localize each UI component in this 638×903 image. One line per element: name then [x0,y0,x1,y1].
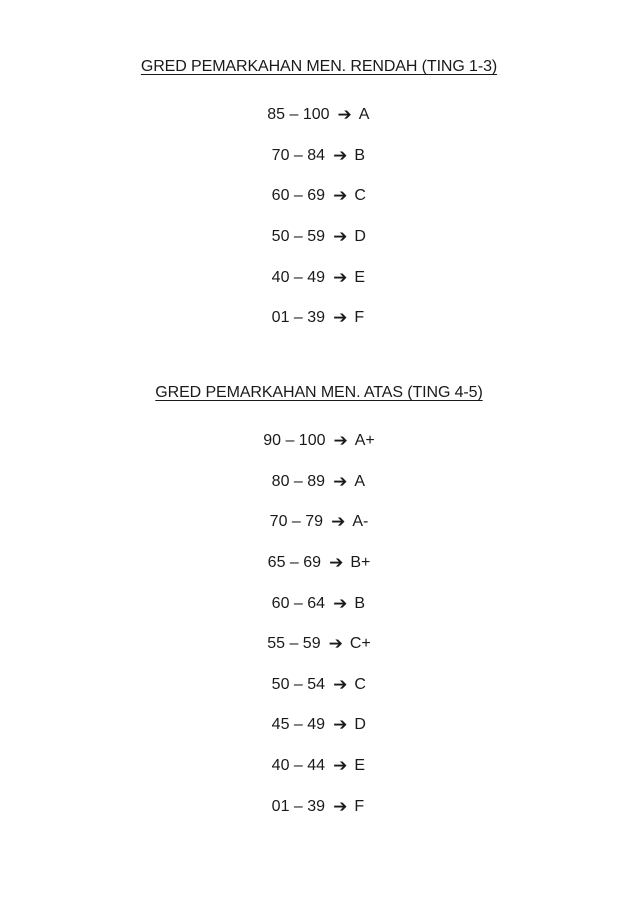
grade-row [0,665,638,706]
grade-letter: B [354,594,365,612]
grade-row [0,786,638,827]
grade-row [0,95,638,136]
mark-range: 70 – 79 [269,513,324,531]
grade-letter: D [354,228,366,246]
arrow-right-icon: ➔ [333,431,348,452]
grade-row [0,136,638,177]
grade-row [0,583,638,624]
upper-secondary-section [0,382,638,827]
grade-row [0,543,638,584]
upper-secondary-title: GRED PEMARKAHAN MEN. ATAS (TING 4-5) [155,384,483,401]
arrow-right-icon: ➔ [333,715,348,736]
arrow-right-icon: ➔ [329,553,344,574]
lower-secondary-section [0,56,638,339]
grade-letter: B [354,146,365,164]
grade-row [0,217,638,258]
grade-letter: F [354,797,365,815]
lower-secondary-grade-list [0,95,638,339]
arrow-right-icon: ➔ [333,674,348,695]
arrow-right-icon: ➔ [333,471,348,492]
grade-letter: E [354,268,365,286]
mark-range: 01 – 39 [271,797,326,815]
grade-letter: B+ [350,554,371,572]
arrow-right-icon: ➔ [328,634,343,655]
arrow-right-icon: ➔ [331,512,346,533]
mark-range: 50 – 54 [271,675,326,693]
grade-letter: A- [352,513,369,531]
mark-range: 50 – 59 [271,228,326,246]
mark-range: 90 – 100 [263,432,326,450]
mark-range: 60 – 69 [271,187,326,205]
grade-letter: C [354,675,366,693]
mark-range: 60 – 64 [271,594,326,612]
arrow-right-icon: ➔ [333,308,348,329]
arrow-right-icon: ➔ [333,756,348,777]
arrow-right-icon: ➔ [333,145,348,166]
grade-row [0,421,638,462]
arrow-right-icon: ➔ [333,593,348,614]
lower-secondary-title: GRED PEMARKAHAN MEN. RENDAH (TING 1-3) [140,58,498,75]
mark-range: 80 – 89 [271,472,326,490]
mark-range: 85 – 100 [267,106,330,124]
grade-letter: C [354,187,366,205]
grade-row [0,502,638,543]
arrow-right-icon: ➔ [333,267,348,288]
grade-letter: F [354,309,365,327]
grade-row [0,257,638,298]
mark-range: 70 – 84 [271,146,326,164]
grade-letter: C+ [349,635,371,653]
grade-row [0,624,638,665]
arrow-right-icon: ➔ [333,227,348,248]
mark-range: 65 – 69 [267,554,322,572]
grade-row [0,298,638,339]
grade-row [0,705,638,746]
arrow-right-icon: ➔ [337,105,352,126]
grade-letter: A [354,472,365,490]
grade-row [0,462,638,503]
grade-row [0,176,638,217]
upper-secondary-grade-list [0,421,638,827]
arrow-right-icon: ➔ [333,796,348,817]
mark-range: 01 – 39 [271,309,326,327]
grade-letter: E [354,757,365,775]
grade-row [0,746,638,787]
grade-letter: A+ [354,432,375,450]
mark-range: 40 – 44 [271,757,326,775]
grade-letter: D [354,716,366,734]
grade-letter: A [358,106,370,124]
arrow-right-icon: ➔ [333,186,348,207]
mark-range: 45 – 49 [271,716,326,734]
mark-range: 40 – 49 [271,268,326,286]
mark-range: 55 – 59 [267,635,321,653]
